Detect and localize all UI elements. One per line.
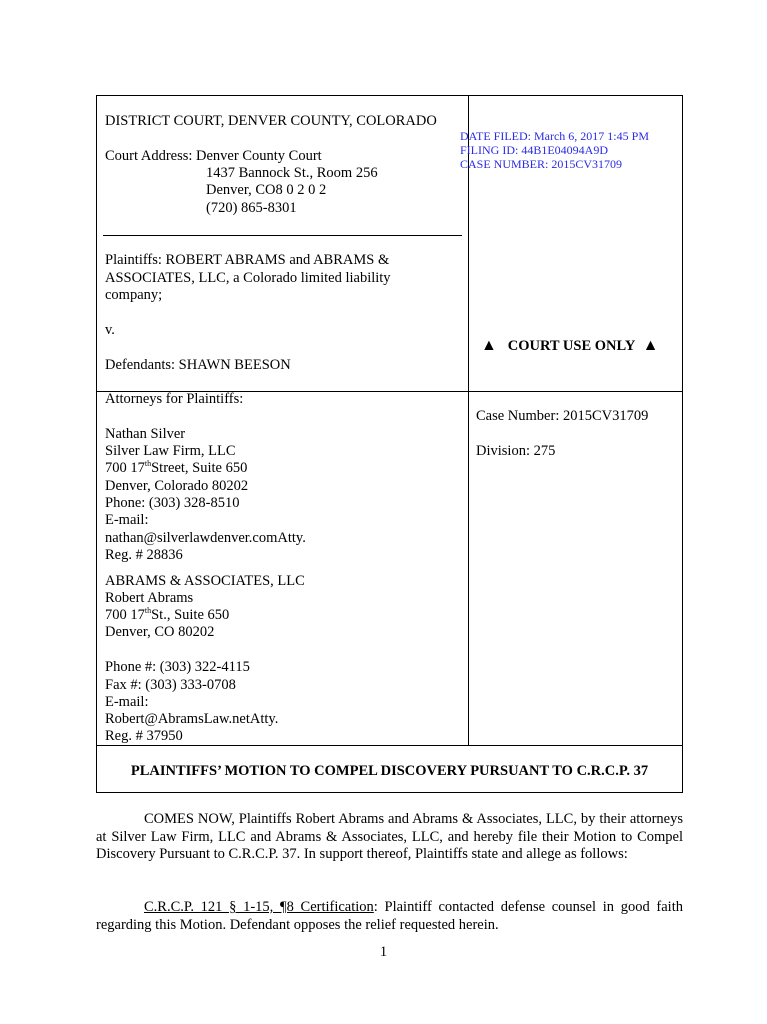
court-party-separator	[103, 235, 462, 236]
certification-heading: C.R.C.P. 121 § 1-15, ¶8 Certification	[144, 899, 374, 915]
attorney1-phone: Phone: (303) 328-8510	[105, 495, 240, 511]
division: Division: 275	[476, 443, 556, 459]
stamp-case-number: CASE NUMBER: 2015CV31709	[460, 157, 623, 171]
court-name: DISTRICT COURT, DENVER COUNTY, COLORADO	[105, 113, 437, 129]
stamp-filing-id: FILING ID: 44B1E04094A9D	[460, 143, 608, 157]
attorney2-phone: Phone #: (303) 322-4115	[105, 659, 250, 675]
caption-title-divider	[97, 745, 682, 746]
attorney2-email-label: E-mail:	[105, 694, 149, 710]
attorney2-name: Robert Abrams	[105, 590, 194, 606]
motion-title: PLAINTIFFS’ MOTION TO COMPEL DISCOVERY PURSUANT TO C.R.C.P. 37	[130, 763, 649, 779]
attorney1-street-number: 700 17	[105, 460, 145, 476]
plaintiffs-line3: company;	[105, 287, 163, 303]
attorney2-street-ordinal: th	[144, 606, 152, 616]
attorney2-street-rest: St., Suite 650	[151, 607, 230, 623]
page-number: 1	[379, 944, 388, 960]
attorney2-firm: ABRAMS & ASSOCIATES, LLC	[105, 573, 305, 589]
stamp-date-filed: DATE FILED: March 6, 2017 1:45 PM	[460, 129, 649, 143]
court-address-line2: Denver, CO8 0 2 0 2	[206, 182, 327, 198]
attorney1-street-ordinal: th	[144, 459, 152, 469]
attorney1-street-rest: Street, Suite 650	[151, 460, 248, 476]
caption-column-divider	[468, 96, 469, 745]
defendants: Defendants: SHAWN BEESON	[105, 357, 291, 373]
attorney2-fax: Fax #: (303) 333-0708	[105, 677, 236, 693]
attorney2-city: Denver, CO 80202	[105, 624, 215, 640]
attorney1-email: nathan@silverlawdenver.comAtty.	[105, 530, 306, 546]
attorney2-reg: Reg. # 37950	[105, 728, 183, 744]
attorney1-street	[105, 460, 247, 477]
attorney2-street	[105, 607, 229, 624]
triangle-up-icon: ▲	[481, 337, 497, 354]
court-phone: (720) 865-8301	[206, 200, 297, 216]
case-number: Case Number: 2015CV31709	[476, 408, 649, 424]
attorney1-name: Nathan Silver	[105, 426, 186, 442]
court-address-label: Court Address: Denver County Court	[105, 148, 322, 164]
attorney1-reg: Reg. # 28836	[105, 547, 183, 563]
certification-paragraph	[96, 899, 683, 934]
attorneys-heading: Attorneys for Plaintiffs:	[105, 391, 244, 407]
certification-text: : Plaintiff contacted defense counsel in good faith regarding this Motion. Defendant opposes the relief requested herein.	[96, 899, 683, 933]
case-caption-table	[96, 95, 683, 793]
plaintiffs-line2: ASSOCIATES, LLC, a Colorado limited liability	[105, 270, 391, 286]
attorney1-city: Denver, Colorado 80202	[105, 478, 249, 494]
court-address-line1: 1437 Bannock St., Room 256	[206, 165, 378, 181]
triangle-up-icon: ▲	[642, 337, 659, 354]
court-use-only-label	[481, 336, 658, 356]
attorney1-firm: Silver Law Firm, LLC	[105, 443, 236, 459]
attorney1-email-label: E-mail:	[105, 512, 149, 528]
plaintiffs-line1: Plaintiffs: ROBERT ABRAMS and ABRAMS &	[105, 252, 390, 268]
court-use-only-text: COURT USE ONLY	[507, 338, 636, 354]
intro-paragraph: COMES NOW, Plaintiffs Robert Abrams and Abrams & Associates, LLC, by their attorneys at Silver Law Firm, LLC and Abrams & Associates, LLC, and hereby file their Motion to Compel Discovery Pursuant to C.R.C.P. 37. In support thereof, Plaintiffs state and allege as follows:	[96, 811, 683, 863]
attorney2-email: Robert@AbramsLaw.netAtty.	[105, 711, 279, 727]
attorney2-street-number: 700 17	[105, 607, 145, 623]
versus: v.	[105, 322, 115, 338]
